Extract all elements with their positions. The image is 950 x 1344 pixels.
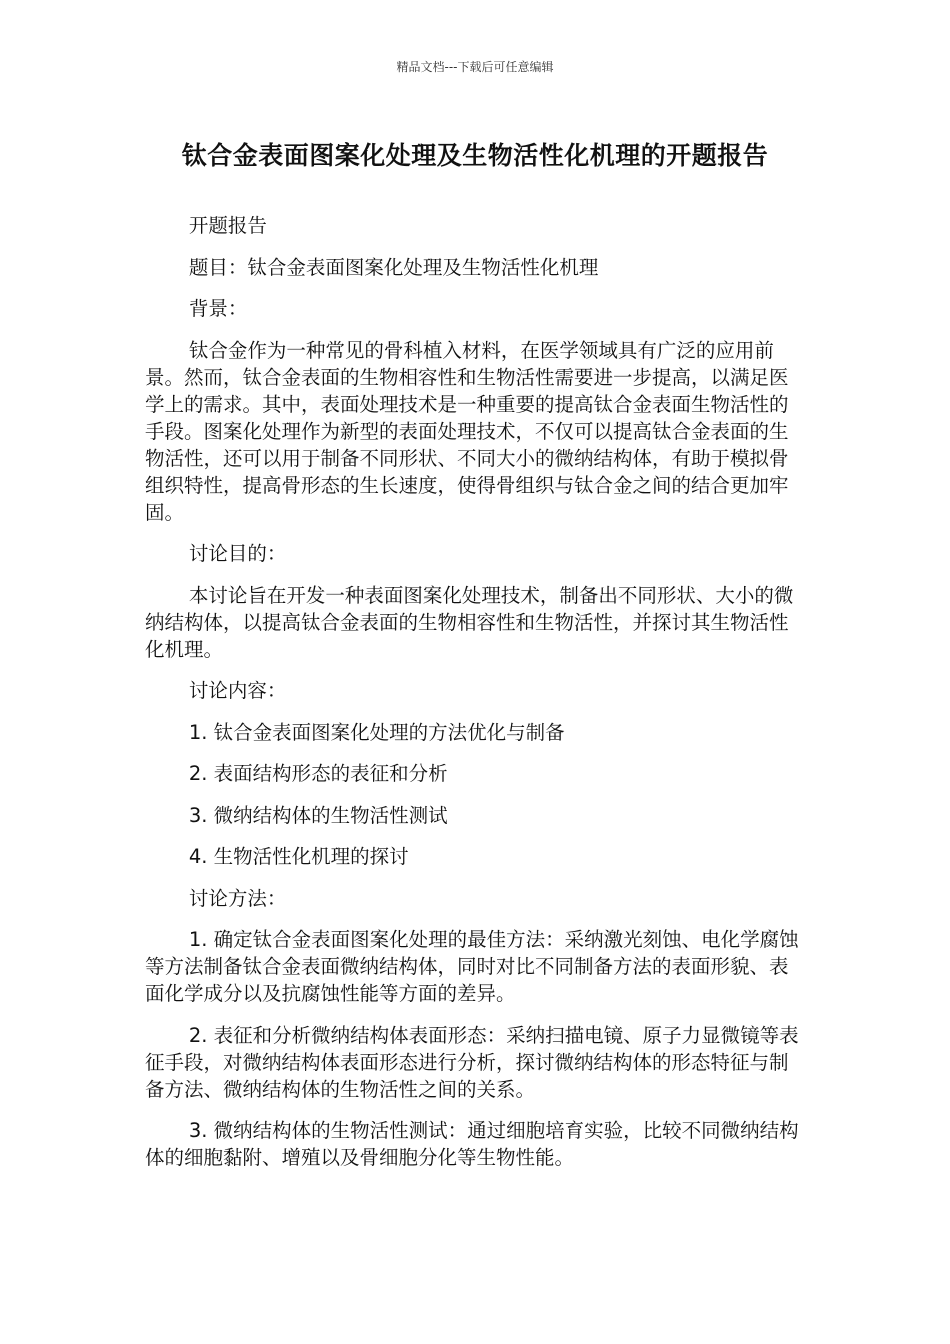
document-title: 钛合金表面图案化处理及生物活性化机理的开题报告 [181,141,769,170]
content-item-3: 3. 微纳结构体的生物活性测试 [188,803,448,827]
document-body [145,212,800,1186]
content-item-1: 1. 钛合金表面图案化处理的方法优化与制备 [188,720,565,744]
content-item-2: 2. 表面结构形态的表征和分析 [188,762,448,785]
paragraph-topic: 题目：钛合金表面图案化处理及生物活性化机理 [188,255,599,279]
section-heading-content: 讨论内容： [188,679,287,702]
content-item-4: 4. 生物活性化机理的探讨 [188,845,409,868]
section-heading-background: 背景： [188,297,248,320]
method-item-2: 2. 表征和分析微纳结构体表面形态：采纳扫描电镜、原子力显微镜等表征手段，对微纳结构体表面形态进行分析，探讨微纳结构体的形态特征与制备方法、微纳结构体的生物活性之间的关系。 [145,1023,799,1101]
paragraph-label: 开题报告 [188,214,267,237]
method-item-1: 1. 确定钛合金表面图案化处理的最佳方法：采纳激光刻蚀、电化学腐蚀等方法制备钛合金表面微纳结构体，同时对比不同制备方法的表面形貌、表面化学成分以及抗腐蚀性能等方面的差异。 [145,928,799,1005]
paragraph-background: 钛合金作为一种常见的骨科植入材料，在医学领域具有广泛的应用前景。然而，钛合金表面的生物相容性和生物活性需要进一步提高，以满足医学上的需求。其中，表面处理技术是一种重要的提高钛合金表面生物活性的手段。图案化处理作为新型的表面处理技术，不仅可以提高钛合金表面的生物活性，还可以用于制备不同形状、不同大小的微纳结构体，有助于模拟骨组织特性，提高骨形态的生长速度，使得骨组织与钛合金之间的结合更加牢固。 [145,338,789,524]
page-header: 精品文档---下载后可任意编辑 [396,60,554,74]
section-heading-methods: 讨论方法： [188,886,287,910]
paragraph-purpose: 本讨论旨在开发一种表面图案化处理技术，制备出不同形状、大小的微纳结构体，以提高钛合金表面的生物相容性和生物活性，并探讨其生物活性化机理。 [145,583,794,661]
method-item-3: 3. 微纳结构体的生物活性测试：通过细胞培育实验，比较不同微纳结构体的细胞黏附、增殖以及骨细胞分化等生物性能。 [145,1119,799,1169]
section-heading-purpose: 讨论目的： [188,542,287,565]
